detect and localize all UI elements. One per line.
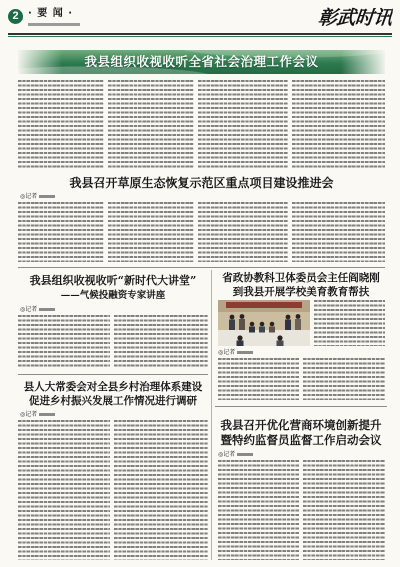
article-body-column [218, 358, 299, 400]
article-headline-line-1: 省政协教科卫体委员会主任阎晓刚 [222, 272, 380, 284]
article-body-column [303, 358, 385, 400]
article-body-column [218, 460, 299, 560]
article-body-column [292, 202, 385, 262]
meeting-photo [218, 300, 310, 346]
byline-name-illegible [39, 195, 55, 198]
article-body-column [18, 80, 104, 168]
masthead-logo: 彰武时讯 [316, 7, 394, 29]
article-byline [20, 306, 55, 313]
article-headline-line-2: 到我县开展学校美育教育帮扶 [232, 286, 370, 298]
article-byline [20, 411, 55, 418]
header-subline [28, 23, 80, 26]
article-body-column [314, 300, 385, 346]
byline-name-illegible [237, 351, 253, 354]
article-body-column [108, 80, 194, 168]
article-body-column [303, 460, 385, 560]
article-headline: 我县召开草原生态恢复示范区重点项目建设推进会 [69, 176, 334, 190]
photo-banner [226, 302, 302, 308]
byline-text: ◎记者 [218, 451, 236, 458]
article-headline-line-1: 县人大常委会对全县乡村治理体系建设 [23, 381, 203, 393]
article-body-column [18, 420, 110, 560]
byline-text: ◎记者 [20, 193, 38, 200]
article-body-column [18, 202, 104, 262]
section-label: · 要 闻 · [28, 8, 74, 19]
byline-name-illegible [39, 308, 55, 311]
article-body-column [114, 420, 208, 560]
page-number: 2 [8, 9, 23, 24]
article-body-column [108, 202, 194, 262]
article-byline [20, 193, 55, 200]
byline-name-illegible [39, 413, 55, 416]
byline-name-illegible [237, 453, 253, 456]
byline-text: ◎记者 [20, 411, 38, 418]
header-rule-accent [8, 36, 392, 37]
article-headline-line-2: 暨特约监督员监督工作启动会议 [220, 433, 382, 447]
article-body-column [198, 80, 288, 168]
section-divider [215, 406, 387, 407]
article-body-column [292, 80, 385, 168]
lead-article-banner [18, 50, 385, 74]
lead-article-headline: 我县组织收视收听全省社会治理工作会议 [84, 54, 319, 69]
article-byline [218, 349, 253, 356]
meeting-photo-image [218, 300, 310, 346]
article-body-column [18, 315, 110, 369]
article-headline: 我县组织收视收听“新时代大讲堂” [29, 274, 197, 287]
byline-text: ◎记者 [20, 306, 38, 313]
article-body-column [198, 202, 288, 262]
article-body-column [114, 315, 208, 369]
article-byline [218, 451, 253, 458]
header-rule [8, 33, 392, 35]
section-divider [18, 374, 208, 375]
article-headline-line-2: 促进乡村振兴发展工作情况进行调研 [29, 395, 197, 407]
article-subheadline: ——气候投融资专家讲座 [60, 290, 166, 301]
column-divider [211, 270, 212, 560]
article-headline-line-1: 我县召开优化营商环境创新提升 [220, 418, 382, 432]
byline-text: ◎记者 [218, 349, 236, 356]
section-divider [18, 267, 385, 268]
